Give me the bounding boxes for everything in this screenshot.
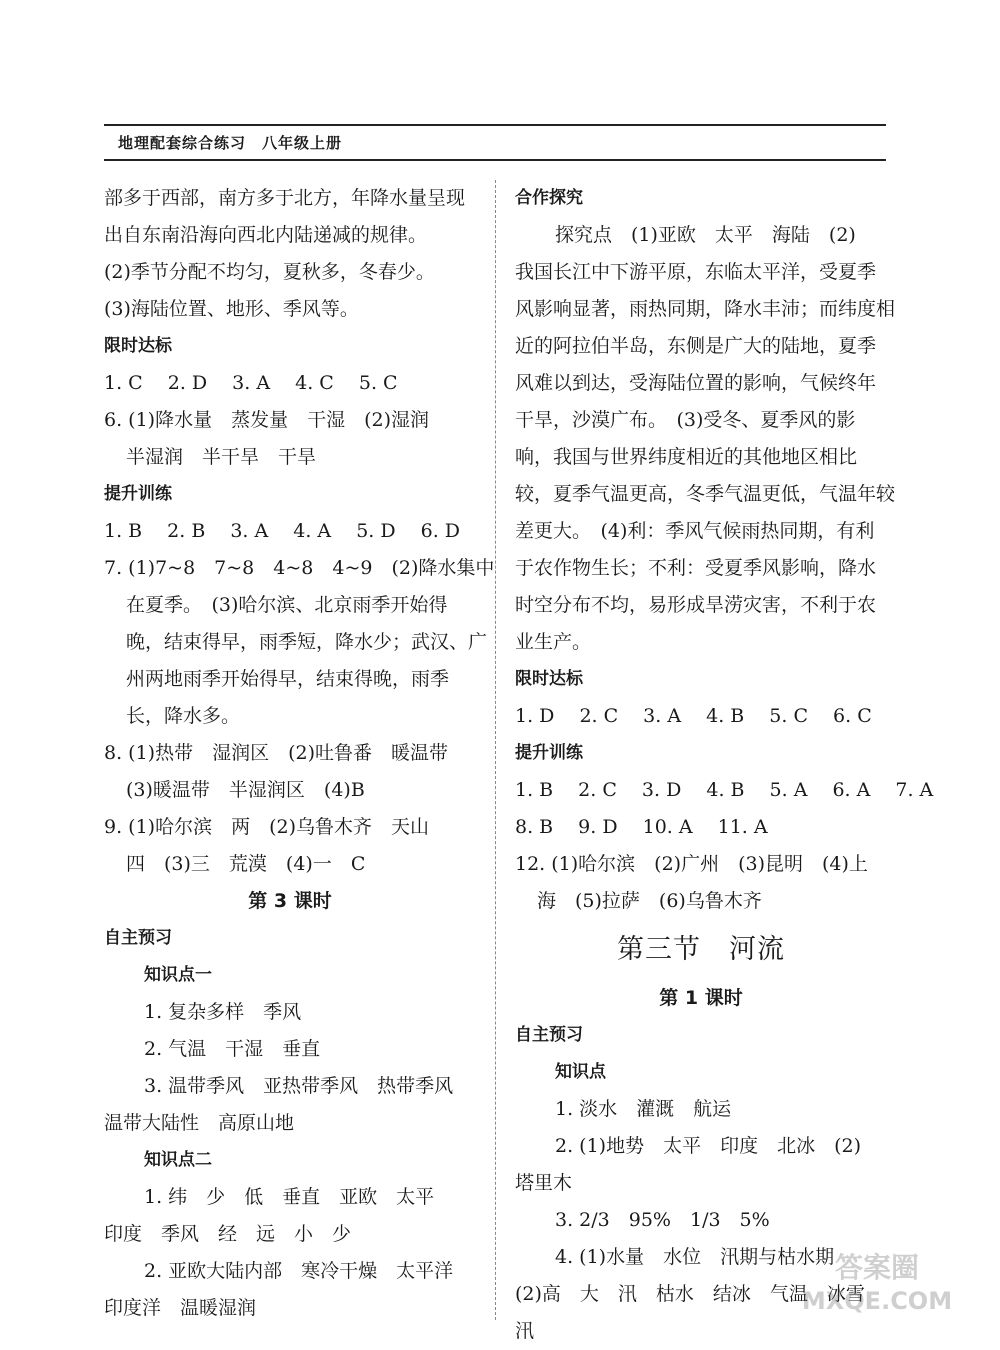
text-line: 业生产。 bbox=[515, 631, 592, 653]
text-line: 12. (1)哈尔滨 (2)广州 (3)昆明 (4)上 bbox=[515, 853, 868, 875]
text-line: 3. 2/3 95% 1/3 5% bbox=[555, 1209, 770, 1231]
section-heading: 限时达标 bbox=[104, 336, 172, 356]
section-heading: 自主预习 bbox=[104, 928, 172, 948]
text-line: 1. B 2. C 3. D 4. B 5. A 6. A 7. A bbox=[515, 779, 934, 801]
section-heading: 合作探究 bbox=[515, 188, 583, 208]
text-line: 2. 亚欧大陆内部 寒冷干燥 太平洋 bbox=[144, 1260, 454, 1282]
text-line: 近的阿拉伯半岛，东侧是广大的陆地，夏季 bbox=[515, 335, 877, 357]
text-line: 州两地雨季开始得早，结束得晚，雨季 bbox=[126, 668, 450, 690]
section-heading: 提升训练 bbox=[104, 484, 172, 504]
text-line: 响，我国与世界纬度相近的其他地区相比 bbox=[515, 446, 858, 468]
text-line: 9. (1)哈尔滨 两 (2)乌鲁木齐 天山 bbox=[104, 816, 429, 838]
text-line: 8. (1)热带 湿润区 (2)吐鲁番 暖温带 bbox=[104, 742, 448, 764]
text-line: 半湿润 半干旱 干旱 bbox=[126, 446, 317, 468]
text-line: 在夏季。 (3)哈尔滨、北京雨季开始得 bbox=[126, 594, 448, 616]
text-line: 我国长江中下游平原，东临太平洋，受夏季 bbox=[515, 261, 877, 283]
text-line: 风难以到达，受海陆位置的影响，气候终年 bbox=[515, 372, 877, 394]
text-line: 部多于西部，南方多于北方，年降水量呈现 bbox=[104, 187, 466, 209]
watermark-logo bbox=[772, 1247, 982, 1317]
section-heading: 限时达标 bbox=[515, 669, 583, 689]
text-line: 较，夏季气温更高，冬季气温更低，气温年较 bbox=[515, 483, 896, 505]
watermark-url: MXQE.COM bbox=[801, 1287, 953, 1315]
text-line: 3. 温带季风 亚热带季风 热带季风 bbox=[144, 1075, 454, 1097]
section-heading: 知识点一 bbox=[144, 965, 212, 985]
section-heading: 知识点二 bbox=[144, 1150, 212, 1170]
text-line: 印度洋 温暖湿润 bbox=[104, 1297, 257, 1319]
text-line: 塔里木 bbox=[515, 1172, 573, 1194]
text-line: 差更大。 (4)利：季风气候雨热同期，有利 bbox=[515, 520, 875, 542]
text-line: 探究点 (1)亚欧 太平 海陆 (2) bbox=[555, 224, 856, 246]
section-heading: 自主预习 bbox=[515, 1025, 583, 1045]
text-line: 8. B 9. D 10. A 11. A bbox=[515, 816, 768, 838]
text-line: 风影响显著，雨热同期，降水丰沛；而纬度相 bbox=[515, 298, 896, 320]
section-heading: 提升训练 bbox=[515, 743, 583, 763]
text-line: 4. (1)水量 水位 汛期与枯水期 bbox=[555, 1246, 835, 1268]
text-line: 1. 纬 少 低 垂直 亚欧 太平 bbox=[144, 1186, 435, 1208]
text-line: (2)季节分配不均匀，夏秋多，冬春少。 bbox=[104, 261, 435, 283]
text-line: 1. C 2. D 3. A 4. C 5. C bbox=[104, 372, 398, 394]
text-line: 干旱，沙漠广布。 (3)受冬、夏季风的影 bbox=[515, 409, 856, 431]
lesson-title: 第 1 课时 bbox=[659, 987, 743, 1009]
text-line: 2. 气温 干湿 垂直 bbox=[144, 1038, 321, 1060]
text-line: 长，降水多。 bbox=[126, 705, 241, 727]
text-line: 汛 bbox=[515, 1320, 535, 1342]
column-divider bbox=[495, 180, 496, 1320]
text-line: 印度 季风 经 远 小 少 bbox=[104, 1223, 352, 1245]
text-line: 晚，结束得早，雨季短，降水少；武汉、广 bbox=[126, 631, 488, 653]
text-line: 2. (1)地势 太平 印度 北冰 (2) bbox=[555, 1135, 861, 1157]
left-column bbox=[104, 180, 495, 1327]
page-header bbox=[104, 124, 886, 161]
text-line: 海 (5)拉萨 (6)乌鲁木齐 bbox=[537, 890, 762, 912]
text-line: 1. 复杂多样 季风 bbox=[144, 1001, 302, 1023]
text-line: 温带大陆性 高原山地 bbox=[104, 1112, 295, 1134]
book-title: 地理配套综合练习 八年级上册 bbox=[118, 134, 343, 152]
text-line: 于农作物生长；不利：受夏季风影响，降水 bbox=[515, 557, 877, 579]
text-line: 1. 淡水 灌溉 航运 bbox=[555, 1098, 732, 1120]
text-line: 四 (3)三 荒漠 (4)一 C bbox=[126, 853, 366, 875]
chapter-section-title: 第三节 河流 bbox=[617, 934, 785, 965]
text-line: 出自东南沿海向西北内陆递减的规律。 bbox=[104, 224, 428, 246]
text-line: 6. (1)降水量 蒸发量 干湿 (2)湿润 bbox=[104, 409, 429, 431]
text-line: (2)高 大 汛 枯水 结冰 气温 冰雪 bbox=[515, 1283, 865, 1305]
right-column bbox=[515, 180, 934, 1350]
lesson-title: 第 3 课时 bbox=[248, 890, 332, 912]
section-heading: 知识点 bbox=[555, 1062, 606, 1082]
text-line: (3)海陆位置、地形、季风等。 bbox=[104, 298, 359, 320]
text-line: 1. B 2. B 3. A 4. A 5. D 6. D bbox=[104, 520, 461, 542]
text-line: 时空分布不均，易形成旱涝灾害，不利于农 bbox=[515, 594, 877, 616]
watermark-logo-text: 答案圈 bbox=[834, 1251, 920, 1284]
text-line: 1. D 2. C 3. A 4. B 5. C 6. C bbox=[515, 705, 872, 727]
text-line: (3)暖温带 半湿润区 (4)B bbox=[126, 779, 365, 801]
text-line: 7. (1)7~8 7~8 4~8 4~9 (2)降水集中 bbox=[104, 557, 495, 579]
